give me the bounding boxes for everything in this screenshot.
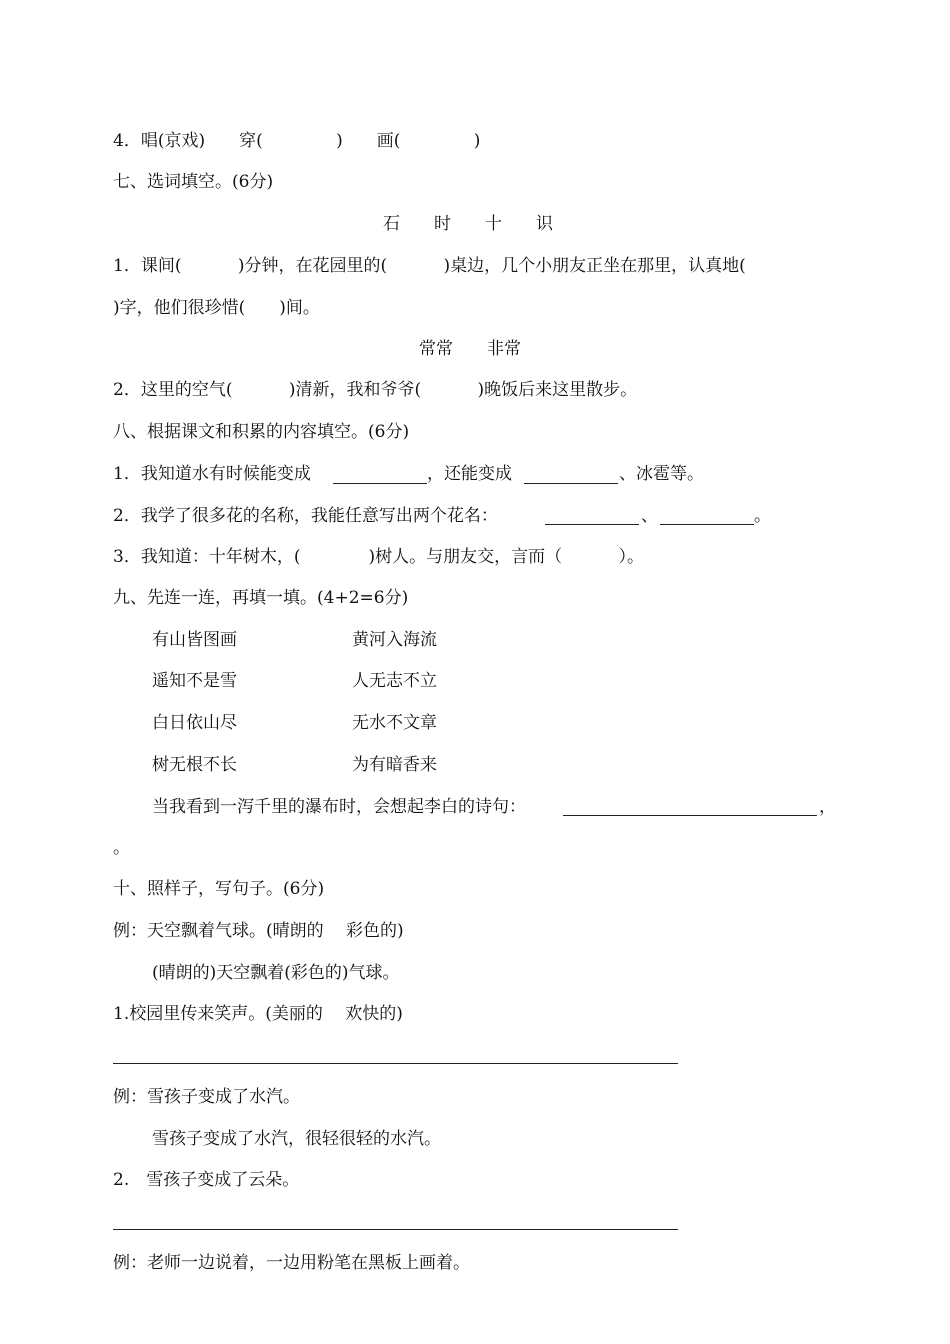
- q6-item-4: 4．唱(京戏) 穿( ) 画( ): [113, 131, 481, 151]
- answer-line: [113, 1229, 678, 1230]
- q10-item-1: 1.校园里传来笑声。(美丽的 欢快的): [113, 1004, 403, 1024]
- q7-item-1-line-2: )字，他们很珍惜( )间。: [113, 298, 320, 318]
- poem-right-1: 黄河入海流: [352, 630, 437, 650]
- q8-item-2-part-c: 。: [754, 506, 771, 526]
- word-choices-2: 常常 非常: [419, 339, 521, 359]
- q8-item-3: 3．我知道：十年树木，( )树人。与朋友交，言而（ ）。: [113, 547, 644, 567]
- blank-line: [333, 483, 427, 484]
- blank-line: [524, 483, 618, 484]
- q9-fill-comma: ，: [819, 797, 836, 817]
- poem-right-4: 为有暗香来: [352, 755, 437, 775]
- q8-item-1-part-c: 、冰雹等。: [619, 464, 704, 484]
- poem-left-4: 树无根不长: [152, 755, 237, 775]
- example-1-answer: (晴朗的)天空飘着(彩色的)气球。: [152, 963, 400, 983]
- section-7-heading: 七、选词填空。(6分): [113, 172, 274, 192]
- q7-item-2: 2．这里的空气( )清新，我和爷爷( )晚饭后来这里散步。: [113, 380, 638, 400]
- q8-item-2-part-a: 2．我学了很多花的名称，我能任意写出两个花名：: [113, 506, 498, 526]
- example-1: 例：天空飘着气球。(晴朗的 彩色的): [113, 921, 404, 941]
- poem-right-3: 无水不文章: [352, 713, 437, 733]
- example-3: 例：老师一边说着，一边用粉笔在黑板上画着。: [113, 1253, 470, 1273]
- answer-line: [113, 1063, 678, 1064]
- example-2-answer: 雪孩子变成了水汽，很轻很轻的水汽。: [152, 1129, 441, 1149]
- poem-left-3: 白日依山尽: [152, 713, 237, 733]
- blank-line: [545, 524, 639, 525]
- q10-item-2: 2. 雪孩子变成了云朵。: [113, 1170, 300, 1190]
- q8-item-2-part-b: 、: [641, 506, 658, 526]
- example-2: 例：雪孩子变成了水汽。: [113, 1087, 300, 1107]
- poem-left-1: 有山皆图画: [152, 630, 237, 650]
- poem-right-2: 人无志不立: [352, 671, 437, 691]
- poem-left-2: 遥知不是雪: [152, 671, 237, 691]
- blank-line: [660, 524, 754, 525]
- word-choices-1: 石 时 十 识: [383, 214, 553, 234]
- section-8-heading: 八、根据课文和积累的内容填空。(6分): [113, 422, 410, 442]
- q9-fill-period: 。: [113, 838, 130, 858]
- blank-line: [563, 815, 817, 816]
- section-9-heading: 九、先连一连，再填一填。(4+2=6分): [113, 588, 409, 608]
- q8-item-1-part-b: ，还能变成: [427, 464, 512, 484]
- q8-item-1-part-a: 1．我知道水有时候能变成: [113, 464, 311, 484]
- q7-item-1-line-1: 1．课间( )分钟，在花园里的( )桌边，几个小朋友正坐在那里，认真地(: [113, 256, 746, 276]
- q9-fill-prompt: 当我看到一泻千里的瀑布时，会想起李白的诗句：: [152, 797, 526, 817]
- section-10-heading: 十、照样子，写句子。(6分): [113, 879, 325, 899]
